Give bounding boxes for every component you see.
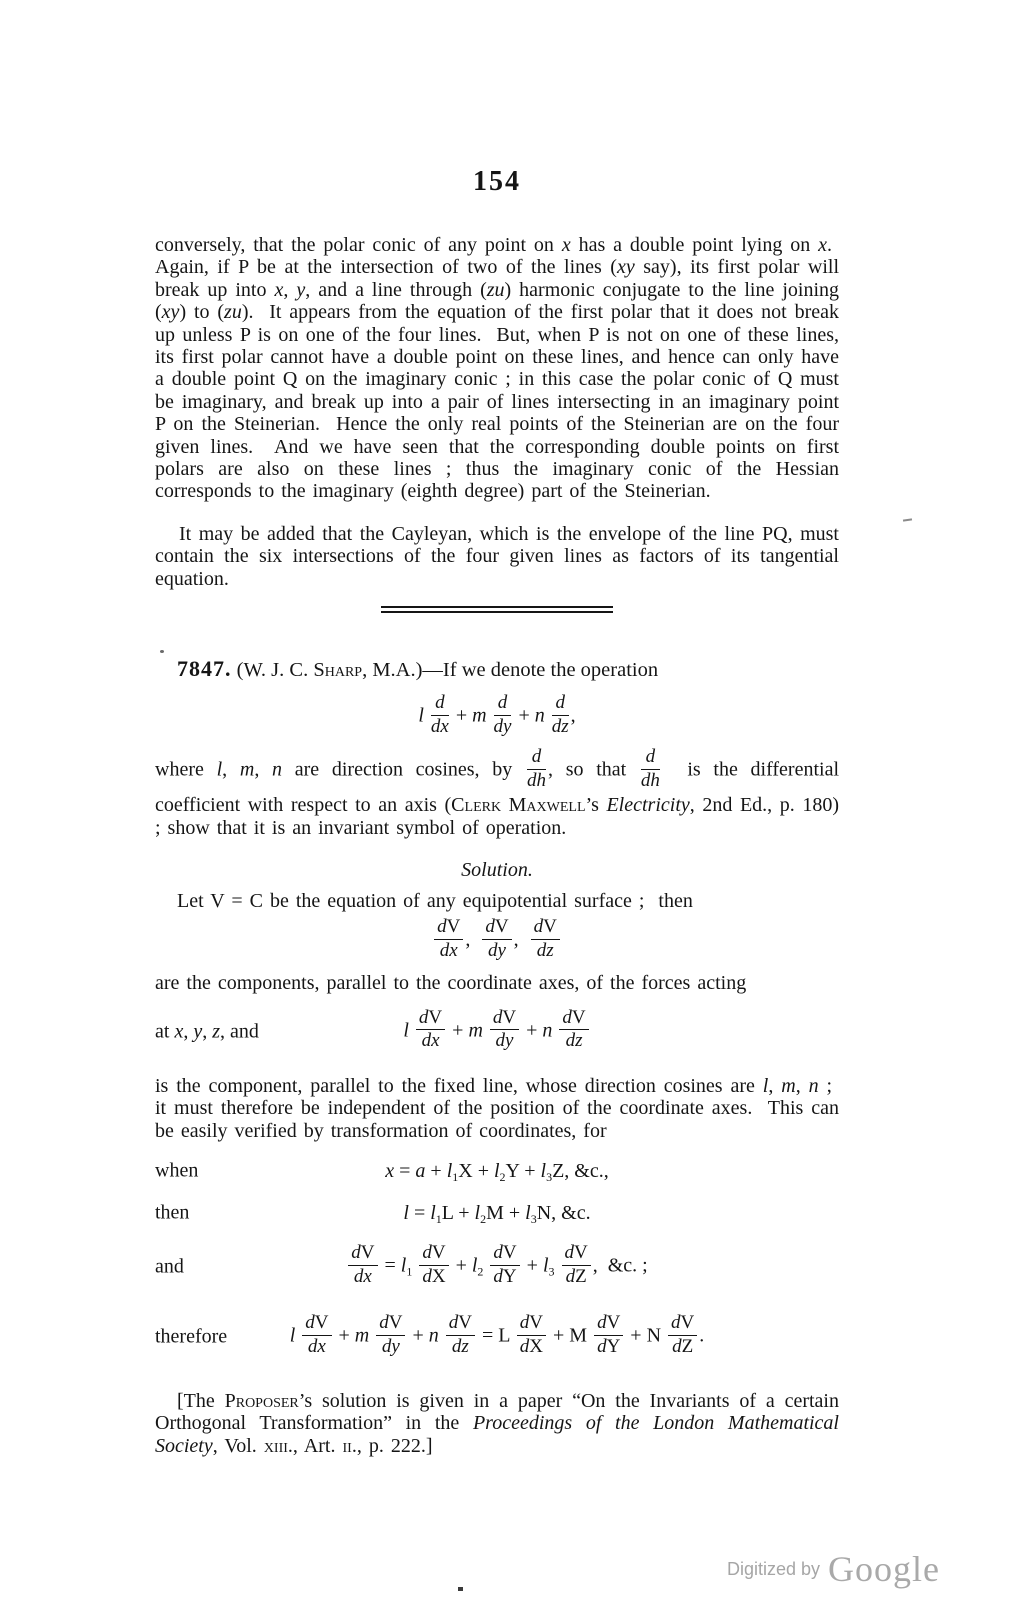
equation-therefore: l $\frac{dV}{dx}$ + m $\frac{dV}{dy}$ + n $\frac{dV}{dz}$ = L $\frac{dV}{dX}$ + M $\frac{dV}{dY}$ + N $\frac{dV}{dZ}$ . xyxy=(289,1312,705,1357)
problem-heading-text: (W. J. C. Sharp, M.A.)—If we denote the operation xyxy=(231,659,659,682)
google-watermark xyxy=(727,1548,940,1590)
equation-operation: l $\frac{d}{dx}$ + m $\frac{d}{dy}$ + n $\frac{d}{dz}$ , xyxy=(418,692,576,737)
equation-label-when: when xyxy=(155,1159,199,1182)
equation-row-when xyxy=(155,1158,839,1184)
equation-row-then xyxy=(155,1200,839,1226)
equation-row-at xyxy=(155,1005,839,1059)
equation-row-and xyxy=(155,1240,839,1294)
equation-when: $x = a + l_1X + l_2Y + l_3Z$, &c., xyxy=(385,1159,609,1184)
paragraph-component: is the component, parallel to the fixed line, whose direction cosines are l, m, n ; it must therefore be independent of the position of the coordinate axes. This can be easily verified by transformation of coordinates, for xyxy=(155,1074,840,1142)
paragraph-where: where l, m, n are direction cosines, by $\frac{d}{dh}$ , so that $\frac{d}{dh}$ is the differential coefficient with respect to an axis (Clerk Maxwell’s Electricity, 2nd Ed., p. 180) ; show that it is an invariant symbol of operation. xyxy=(155,746,840,839)
page-number: 154 xyxy=(473,166,521,197)
equation-at: l $\frac{dV}{dx}$ + m $\frac{dV}{dy}$ + n $\frac{dV}{dz}$ xyxy=(155,1009,839,1055)
equation-label-therefore: therefore xyxy=(155,1325,228,1348)
double-rule-separator xyxy=(381,606,613,613)
equation-label-at: at x, y, z, and xyxy=(155,1020,259,1043)
equation-label-then: then xyxy=(155,1201,190,1224)
scanned-page xyxy=(155,0,839,1457)
watermark-prefix: Digitized by xyxy=(726,1559,821,1579)
equation-then: $l = l_1L + l_2M + l_3N$, &c. xyxy=(403,1201,591,1226)
paragraph-polar-conic: conversely, that the polar conic of any point on x has a double point lying on x. Again, if P be at the intersection of two of the lines (xy say), its first polar will break up into x, y, and a line through (zu) harmonic conjugate to the line joining (xy) to (zu). It appears from the equation of the first polar that it does not break up unless P is on one of the four lines. But, when P is not on one of these lines, its first polar cannot have a double point on these lines, and hence can only have a double point Q on the imaginary conic ; in this case the polar conic of Q must be imaginary, and break up into a pair of lines intersecting in an imaginary point P on the Steinerian. Hence the only real points of the Steinerian are on the four given lines. And we have seen that the corresponding double points on first polars are also on these lines ; thus the imaginary conic of the Hessian corresponds to the imaginary (eighth degree) part of the Steinerian. xyxy=(155,234,840,503)
equation-row-therefore xyxy=(155,1310,839,1364)
google-logo: Google xyxy=(828,1549,940,1589)
line-are-components: are the components, parallel to the coordinate axes, of the forces acting xyxy=(155,972,747,995)
ink-speck xyxy=(458,1587,463,1591)
problem-number: 7847. xyxy=(177,656,232,682)
solution-heading: Solution. xyxy=(461,858,533,881)
line-let-v: Let V = C be the equation of any equipotential surface ; then xyxy=(177,889,693,912)
problem-heading xyxy=(155,657,839,682)
paragraph-footnote: [The Proposer’s solution is given in a paper “On the Invariants of a certain Orthogonal Transformation” in the Proceedings of the London Mathematical Society, Vol. xiii., Art. ii., p. 222.] xyxy=(155,1390,839,1457)
scan-mark-dot xyxy=(160,650,164,653)
equation-label-and: and xyxy=(155,1255,184,1278)
equation-and: $\frac{dV}{dx}$ = $l_1$ $\frac{dV}{dX}$ + $l_2$ $\frac{dV}{dY}$ + $l_3$ $\frac{dV}{dZ}$ , &c. ; xyxy=(155,1244,839,1290)
equation-components: $\frac{dV}{dx}$ , $\frac{dV}{dy}$ , $\frac{dV}{dz}$ xyxy=(155,918,839,964)
paragraph-cayleyan: It may be added that the Cayleyan, which is the envelope of the line PQ, must contain the six intersections of the four given lines as factors of its tangential equation. xyxy=(155,522,839,590)
scan-mark-dash xyxy=(903,518,912,521)
